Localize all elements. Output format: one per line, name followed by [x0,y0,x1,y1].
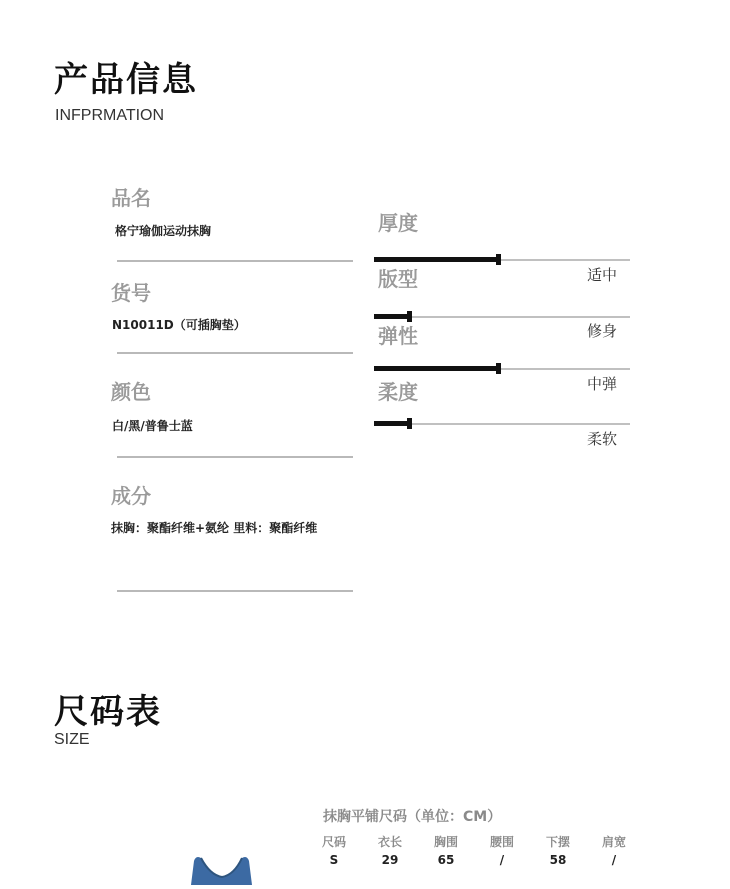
meter-label-elasticity: 弹性 [378,324,418,348]
meter-label-thickness: 厚度 [378,211,418,235]
field-divider [117,590,353,592]
product-info-subtitle: INFPRMATION [55,107,165,124]
field-label-color: 颜色 [111,380,151,404]
size-chart-subtitle: SIZE [54,731,90,748]
size-table-header-cell: 尺码 [321,835,346,849]
product-image [188,855,258,885]
field-label-item-number: 货号 [111,281,151,305]
size-table-header-cell: 肩宽 [601,835,626,849]
field-value-color: 白/黑/普鲁士蓝 [112,419,193,433]
meter-value-softness: 柔软 [587,430,618,448]
meter-label-fit: 版型 [378,267,418,291]
meter-fill-softness [374,421,410,426]
size-table-caption: 抹胸平铺尺码（单位：CM） [323,809,502,825]
meter-marker-elasticity [496,363,501,374]
field-divider [117,352,353,354]
field-divider [117,260,353,262]
field-value-name: 格宁瑜伽运动抹胸 [115,224,212,238]
meter-marker-softness [407,418,412,429]
size-table-header-cell: 腰围 [489,835,514,849]
size-table-cell: / [611,853,617,867]
size-table-header-cell: 下摆 [545,835,570,849]
meter-label-softness: 柔度 [378,380,418,404]
field-label-name: 品名 [111,186,151,210]
size-table-cell: 58 [549,853,567,867]
size-table-cell: S [329,853,339,867]
size-table-header-cell: 衣长 [377,835,402,849]
field-label-material: 成分 [111,484,151,508]
size-table-cell: 65 [437,853,455,867]
meter-marker-thickness [496,254,501,265]
meter-fill-thickness [374,257,499,262]
field-divider [117,456,353,458]
size-chart-title: 尺码表 [54,692,162,732]
meter-value-elasticity: 中弹 [587,375,618,393]
meter-track [374,316,630,318]
meter-value-thickness: 适中 [587,266,618,284]
size-table-cell: 29 [381,853,399,867]
meter-fill-elasticity [374,366,499,371]
field-value-item-number: N10011D（可插胸垫） [112,318,246,332]
field-value-material: 抹胸：聚酯纤维+氨纶 里料：聚酯纤维 [111,521,318,535]
meter-track [374,423,630,425]
size-table-header-cell: 胸围 [433,835,458,849]
meter-value-fit: 修身 [587,322,618,340]
size-table-cell: / [499,853,505,867]
size-table-row [309,853,639,867]
product-info-title: 产品信息 [54,60,198,100]
size-table-header [309,833,639,850]
meter-fill-fit [374,314,410,319]
